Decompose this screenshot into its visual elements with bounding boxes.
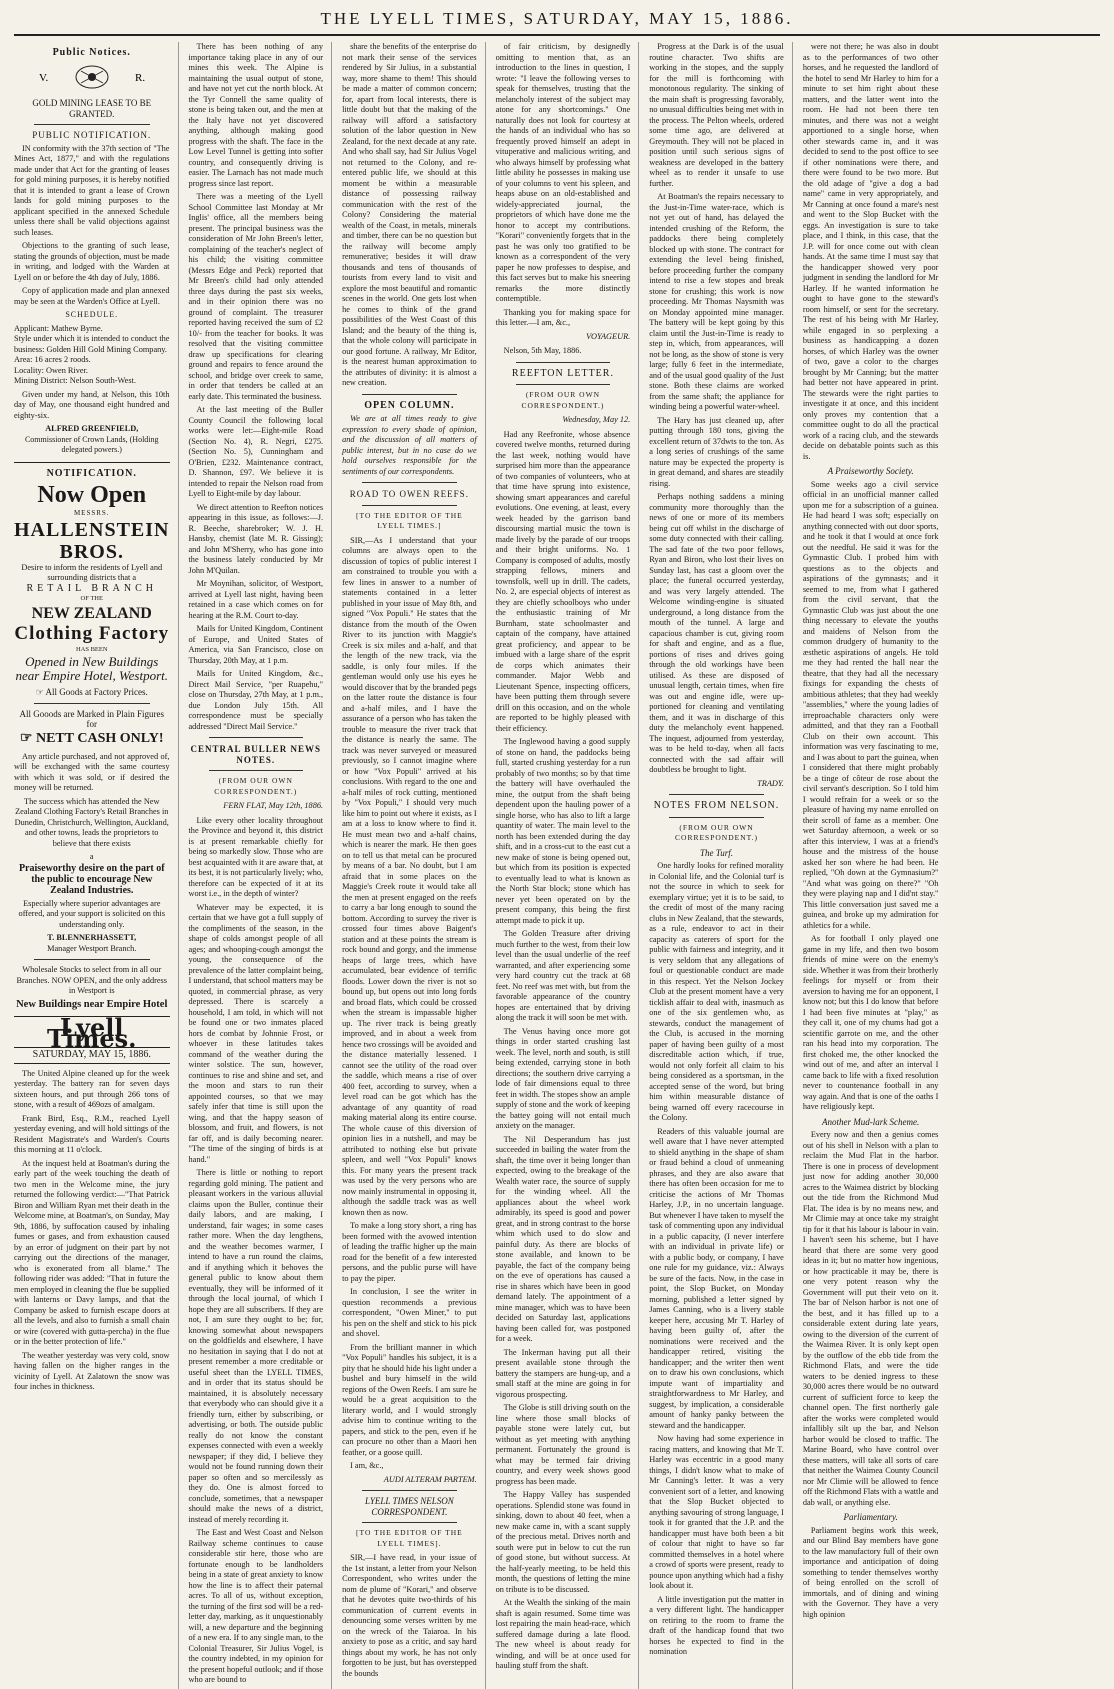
manager-name: T. BLENNERHASSETT, [47, 933, 137, 942]
paragraph: As for football I only played one game in my life, and then two bosom friends of mine were on the enemy's side. Whether it was from their brotherly feelings for myself or from their aversion to having me for an opponent, I know not; but this I do know that before I had been five minutes at "play," as they call it, one of my chums had got a scientific garrote on me, and the other ran his head into my corporation. The first choked me, the other knocked the wind out of me, and after an interval I came back to life with a fixed resolution never to countenance football in any way again. And that is one of the oaths I have religiously kept. [802, 934, 939, 1111]
paragraph: To make a long story short, a ring has been formed with the avowed intention of leading the traffic higher up the main road for the benefit of a few interested persons, and the public purse will have to pay the piper. [342, 1221, 477, 1283]
paragraph: Frank Bird, Esq., R.M., reached Lyell yesterday evening, and will hold sittings of the Resident Magistrate's and Warden's Courts this morning at 11 o'clock. [14, 1113, 170, 1154]
paragraph: SIR,—As I understand that your columns are always open to the discussion of topics of public interest I am constrained to trouble you with a few lines in answer to a number of statements contained in a letter published in your issue of May 8th, and signed "Vox Populi." He states that the distance from the mouth of the Owen River to its junction with Maggie's Creek is six miles and a-half, and that the length of the new track, via the saddle, is only four miles. If the gentleman would only use his eyes he would discover that by the branded pegs on the latter route the distance is four and a-half miles, and I have the assurance of a person who has taken the trouble to measure the river track that the distance is nearly the same. The track was never surveyed or measured previously, so I cannot imagine where or how "Vox Populi" arrived at his conclusions. With regard to the one and a-half miles of rock cutting, mentioned by "Vox Populi," I should very much like him to point out where it exists, as I am at a loss to know where to find it. He must mean two and a-half chains, which is nearer the mark. He then goes on to tell us that metal can be procured by means of a bar. No doubt, but I am afraid that in some places on the Maggie's Creek route it would take all the men at present engaged on the reefs to carry a bar long enough to sound the bottom. According to survey the river is crossed four times above Baigent's station and at these points the stream is rock bound and gorgy, and the immense heaps of large trees, which have accumulated, bear evidence of terrific floods. Lower down the river is not so bound up, but opens out into long fords and broad flats, which could be crossed when the stream is impassable higher up. The river track is being greatly improved, and in about a week from hence two crossings will be avoided and the distance materially lessened. I cannot see the utility of the road over the saddle, which means a rise of over 400 feet, according to survey, when a level road can be got which has the advantage of any quantity of road making material along its entire course. The whole cause of this diversion of opinion lies in a nutshell, and may be attributed to nothing else but private spleen, and well "Vox Populi" knows this. For many years the present track was used by the very persons who are now mainly instrumental in opposing it, although the saddle track was as well known then as now. [342, 535, 477, 1217]
schedule [14, 324, 170, 387]
paragraph: Every now and then a genius comes out of his shell in Nelson with a plan to reclaim the Mud Flat in the harbor. There is one in process of development just now for adding another 30,000 acres to the Waimea district by blocking out the tide from the Richmond Mud Flat. The idea is by no means new, and Mr Climie may at once take my straight tip for it that his labour is labour in vain. I haven't seen his scheme, but I have heard that there are some very good ideas in it; but no matter how ingenious, or how practicable it may be, there is one very potent reason why the Government will put their veto on it. The bar of Nelson harbor is not one of the best, and it has filled up to a considerable extent during late years, owing to the diversion of the current of the Waimea River. It is only kept open by the outflow of the ebb tide from the Richmond Flats, and were the tide waters to be denied ingress to these 30,000 acres there would be no outward current of sufficient force to keep the channel open. The first northerly gale after the works were completed would infallibly silt up the bar, and Nelson harbor would be closed to traffic. The Marine Board, who have control over these matters, will take all sorts of care that neither the Waimea County Council nor Mr Climie will be allowed to fence off the Richmond Flats with a wattle and dab wall, or anything else. [802, 1130, 939, 1507]
correspondent-note: (FROM OUR OWN CORRESPONDENT.) [521, 390, 605, 410]
dateline: FERN FLAT, May 12th, 1886. [223, 801, 324, 810]
paragraph: Given under my hand, at Nelson, this 10th day of May, one thousand eight hundred and eighty-six. [14, 389, 170, 420]
section-subheading: A Praiseworthy Society. [827, 466, 914, 476]
divider [34, 124, 150, 125]
manager-title: Manager Westport Branch. [47, 943, 137, 953]
divider [516, 384, 611, 385]
gold-lease-heading: GOLD MINING LEASE TO BE GRANTED. [32, 98, 152, 119]
letter-signature: TRADY. [757, 778, 784, 788]
open-column-heading: OPEN COLUMN. [364, 399, 455, 411]
paragraph: The Golden Treasure after driving much further to the west, from their low level than the usual underlie of the reef warranted, and after experiencing some very hard country cut the track at 68 feet. No reef was met with, but from the favorable appearance of the country hopes are entertained that by driving along the track it will soon be met with. [495, 929, 631, 1022]
royal-arms-emblem [14, 63, 170, 95]
nelson-correspondent-heading: LYELL TIMES NELSON CORRESPONDENT. [365, 1496, 454, 1517]
factory-prices-line [14, 687, 170, 698]
paragraph: SIR,—I have read, in your issue of the 1st instant, a letter from your Nelson Correspondent, who writes under the nom de plume of "Korari," and observe that he devotes quite two-thirds of his communication of current events in denouncing some verses written by me on the wreck of the Taiaroa. In his anxiety to pose as a critic, and say hard things about my work, he has not only forgotten to be just, but has overstepped the bounds [342, 1553, 477, 1678]
pointing-hand-icon: ☞ [35, 687, 46, 697]
schedule-line: Locality: Owen River. [14, 365, 88, 375]
paragraph: Readers of this valuable journal are well aware that I have never attempted to shield anything in the shape of sham or fraud behind a cloud of unmeaning phrases, and they are also aware that there has often been occasion for me to criticise the actions of Mr Thomas Harley, J.P., in no uncertain language. But whenever I have taken to myself the task of commenting upon any individual in a public capacity, (I never interfere with an individual in private life) or with a public body, or company, I have one rule for my guidance, viz.: Always be sure of the facts. Now, in the case in point, the Slop Bucket, on Monday morning, published a letter signed by James Canning, who is a livery stable keeper here, accusing Mr T. Harley of having been guilty of, after the nominations were received and the handicapper retired, visiting the handicapper; and the writer then went on to draw his own conclusions, which impute want of impartiality and straightforwardness to Mr Harley, and suggest, by implication, a considerable amount of hanky panky between the steward and the handicapper. [649, 1126, 784, 1430]
paragraph: Mails for United Kingdom, &c., Direct Mail Service, "per Ruapehu," close on Thursday, 27th May, at 1 p.m., due London July 15th. All correspondence must be specially addressed "Direct Mail Service." [188, 669, 324, 731]
paper-date: SATURDAY, MAY 15, 1886. [14, 1047, 170, 1064]
paragraph: From the brilliant manner in which "Vox Populi" handles his subject, it is a pity that he should hide his light under a bushel and bury himself in the wild regions of the Owen Reefs. I am sure he would be a great acquisition to the literary world, and I would strongly advise him to continue writing to the papers, and stick to the pen, even if he can procure no other than a Maori hen feather, or a goose quill. [342, 1342, 477, 1457]
divider [669, 794, 764, 795]
retail-branch-label: RETAIL BRANCH [26, 582, 158, 594]
schedule-heading: SCHEDULE. [65, 310, 119, 319]
clothing-factory-label: Clothing Factory [14, 622, 170, 644]
paragraph: The success which has attended the New Zealand Clothing Factory's Retail Branches in Dunedin, Christchurch, Wellington, Auckland, and other towns, leads the proprietors to believe that there exists [14, 796, 169, 848]
paragraph: Mr Moynihan, solicitor, of Westport, arrived at Lyell last night, having been retained in a case which comes on for hearing at the R.M. Court to-day. [188, 579, 324, 620]
signature-title: Commissioner of Crown Lands, (Holding delegated powers.) [24, 434, 159, 454]
section-subheading: Another Mud-lark Scheme. [822, 1116, 920, 1127]
paragraph: share the benefits of the enterprise do not mark their sense of the services rendered by Sir Julius, in a substantial way, more shame to them! This should be made a matter of common concern; for, apart from local interests, there is little doubt but that the making of the railway will afford a satisfactory solution of the labor question in New Zealand, for the next decade at any rate. And who shall say, had Sir Julius Vogel not returned to the Colony, and re-entered public life, we should at this moment be within a measurable distance of possessing railway communication with the rest of the Colony? Considering the material wealth of the Coast, in metals, minerals and timber, there can be no question but the railway will become amply remunerative; besides it will draw thousands and tens of thousands of tourists from every land to visit and explore the most beautiful and romantic scenes in the world. One gets lost when he comes to think of the grand possibilities of the West Coast of this Island; and the beauty of the thing is, that the whole colony will participate in our good fortune. A railway, Mr Editor, is the nearest human approximation to the attributes of divinity: it is almost a new creation. [342, 42, 477, 387]
paragraph: At the Wealth the sinking of the main shaft is again resumed. Some time was lost repairing the main head-race, which suffered damage during a late flood. The new wheel is about ready for winding, and will be at once used for hauling stuff from the shaft. [495, 1598, 631, 1670]
divider [362, 482, 457, 483]
paragraph: Nelson, 5th May, 1886. [503, 346, 582, 355]
of-the-label: OF THE [80, 595, 103, 602]
paragraph: were not there; he was also in doubt as to the performances of two other horses, and he requested the landlord of the hotel to send Mr Harley to him for a minute to set him right about these matters, and the latter went into the room. He had not been there ten minutes, and there was not a weight apportioned to a single horse, when other stewards came in, and it was decided to send to the post office to see if other nominations were there, and there were found to be two more. But the old adage of "give a dog a bad name" came in very appropriately, and Mr Canning at once found a mare's nest and went to the Slop Bucket with the eggs. An investigation is sure to take place, and I think, in this case, that the J.P. will for once come out with clean hands. At the same time I must say that the handicapper showed very poor judgment in sending the landlord for Mr Harley. If he wanted information he ought to have gone to the steward's room himself, or sent for the secretary. The rest of his being with Mr Harley, while engaged in so perplexing a business as handicapping a dozen horses, of which Harley was the owner of two, gave a color to the charges brought by Mr Canning; but the matter had better not have appeared in print. The stewards were the right parties to investigate it at once, and this incident only proves my contention that a committee ought to do all the practical work of a racing club, and the stewards decide on debatable points such as this is. [802, 42, 939, 461]
paragraph: Wholesale Stocks to select from in all our Branches. NOW OPEN, and the only address in Westport is [16, 965, 168, 995]
public-notices-heading: Public Notices. [52, 47, 131, 58]
hallenstein-name: HALLENSTEIN BROS. [14, 518, 170, 563]
paragraph: Mails for United Kingdom, Continent of Europe, and United States of America, via San Francisco, close on Thursday, 20th May, at 1 p.m. [188, 624, 324, 665]
paragraph: The Inglewood having a good supply of stone on hand, the paddocks being full, started crushing yesterday for a run probably of two months; so by that time the battery will have overhauled the mine, the output from the shaft being dependent upon the hauling power of a single horse, who has also to lift a large quantity of water. The main level to the north has been extended during the day shift, and in a cross-cut to the east cut a new make of stone is being opened out, but which from its position is expected to eventually lead to what is known as the North Star block; stone which has never yet been operated on by the present company, this being the first attempt made to pick it up. [495, 737, 631, 925]
column-1 [14, 42, 179, 1689]
public-notification-heading: PUBLIC NOTIFICATION. [32, 130, 152, 140]
praiseworthy-line: Praiseworthy desire on the part of the public to encourage New Zealand Industries. [18, 862, 165, 896]
advert-line: Desire to inform the residents of Lyell and surrounding districts that a [21, 562, 163, 582]
paragraph: Parliament begins work this week, and our Blind Bay members have gone to the law manufactory full of their own importance and anticipation of doing something to tender themselves worthy of being enrolled on the scroll of immortals, and of dining and wining with the Governor. They have a very high opinion [802, 1525, 939, 1619]
paragraph: The Nil Desperandum has just succeeded in bailing the water from the shaft, the time over it being longer than expected, owing to the breakage of the Wealth water race, the source of supply for the winding wheel. All the appliances about the wheel work admirably, its speed is good and power great, and in strong contrast to the horse whim which used to do slow and painful duty. As there are blocks of stone available, and known to be payable, the fact of the company being on the eve of operations has caused a rise in shares which have been in good demand lately. The appointment of a mine manager, which was to have been decided on Saturday last, applications having been called for, was postponed for a week. [495, 1134, 631, 1343]
correspondent-note: (FROM OUR OWN CORRESPONDENT.) [214, 776, 298, 796]
paragraph: Whatever may be expected, it is certain that we have got a full supply of the compliments of the season, in the shape of colds amongst people of all ages; and whooping-cough amongst the young, the consequence of the prevalence of the latter complaint being, I understand, that school matters may be quoted, in commercial phrase, as very depressed. There is scarcely a household, I am told, in which will not be found one or two inmates placed hors de combat by Johnnie Frost, or whoever in these latitudes takes command of the weather during the winter solstice. The sun, however, continues to rise and shine and set, and the moon and stars to run their appointed courses, so that we may safely infer that time is still upon the wing, and that the happy season of blossom, and fruit, and flowers, is not far off, and is daily becoming nearer. "The time of the singing of birds is at hand." [188, 902, 324, 1164]
column-2 [189, 42, 333, 1689]
section-subheading: The Turf. [700, 847, 734, 858]
editor-note: [TO THE EDITOR OF THE LYELL TIMES.] [356, 510, 463, 530]
messrs-label: MESSRS. [73, 509, 110, 517]
has-been-label: HAS BEEN [75, 645, 108, 653]
paragraph: There is little or nothing to report regarding gold mining. The patient and pleasant workers in the various alluvial claims upon the Buller, continue their daily labors, and are making, I understand, fair wages; in some cases rather more. When the day lengthens, and the weather becomes warmer, I intend to have a run round the claims, and if anything which it behoves the general public to know about them eventually, they will be informed of it through the local journal, of which I hope they are all subscribers. If they are not, I am sure they ought to be; for, knowing somewhat about newspapers on the goldfields and elsewhere, I have no hesitation in saying that I do not at present remember a more creditable or useful sheet than the LYELL TIMES, and in order that its status should be maintained, it is absolutely necessary that everybody who can should give it a friendly turn, either by subscribing, or advertising, or both. The outside public really do not know the constant expenses connected with even a weekly newspaper; if they did, I believe they would not be found running down their paper so often and so mercilessly as they do. One is almost forced to conclude, sometimes, that a newspaper should make the news of a district, instead of merely recording it. [188, 1168, 324, 1524]
divider [34, 959, 150, 960]
paragraph: Objections to the granting of such lease, stating the grounds of objection, must be made in writing, and lodged with the Warden at Lyell on or before the 4th day of July, 1886. [14, 241, 170, 282]
paragraph: Thanking you for making space for this letter.—I am, &c., [495, 307, 631, 327]
paragraph: At the inquest held at Boatman's during the early part of the week touching the death of two men in the Welcome mine, the jury returned the following verdict:—"That Patrick Biron and William Ryan met their death in the Welcome mine, at Boatman's, on Sunday, May 9th, 1886, by suffocation caused by inhaling fumes or gases, and from exhaustion caused by an error of judgment on their part by not carrying out the directions of the manager, who is exonerated from all blame." The following rider was added: "That in future the men employed in cleaning the flue be supplied with lanterns or Davy lamps, and that the Company be asked to furnish escape doors at all the levels, and also to furnish a small chain or wire (covered with gutta-percha) in the flue or in the better protection of life." [14, 1158, 170, 1346]
paragraph: We direct attention to Reefton notices appearing in this issue, as follows:—J. R. Beeche, sharebroker; W. J. H. Hansby, chemist (late M. R. Gissing); and John M'Sherry, who has gone into the business lately conducted by Mr John M'Quilan. [188, 502, 324, 575]
paragraph: Progress at the Dark is of the usual routine character. Two shifts are working in the stopes, and the supply for the mill is forthcoming with monotonous regularity. The sinking of the main shaft is progressing favorably, no unusual difficulties being met with in the process. The Pelton wheels, ordered some time ago, are delivered at Greymouth. They will not be placed in position until such serious signs of weakness are developed in the battery wheel as to render it unsafe to use further. [649, 42, 784, 188]
paragraph: IN conformity with the 37th section of "The Mines Act, 1877," and with the regulations made under that Act for the granting of leases for gold mining purposes, it is hereby notified that it is intended to grant a lease of Crown lands for gold mining purposes to the applicant specified in the annexed Schedule unless there shall be valid objections against such leases. [14, 143, 170, 237]
correspondent-note: (FROM OUR OWN CORRESPONDENT.) [675, 822, 759, 842]
section-subheading: Parliamentary. [843, 1512, 898, 1522]
paragraph: A little investigation put the matter in a very different light. The handicapper on retiring to the room to frame the draft of the handicap found that two horses he expected to find in the nomination [649, 1594, 784, 1656]
paragraph: Now having had some experience in racing matters, and knowing that Mr T. Harley was eccentric in a good many things, I didn't know what to make of Mr Canning's letter. It was a very convenient sort of a letter, and knowing that the Slop Bucket objected to anything savouring of strong language, I took it for granted that the J.P. and the handicapper must have both been a bit of colour that night to have so far committed themselves in a hotel where a crowd of sports were present, ready to pounce upon anything which had a fishy look about it. [649, 1434, 784, 1590]
new-zealand-label: NEW ZEALAND [31, 604, 152, 622]
paragraph: The weather yesterday was very cold, snow having fallen on the higher ranges in the vicinity of Lyell. At Zalatown the snow was four inches in thickness. [14, 1350, 170, 1391]
divider [362, 1490, 457, 1491]
paragraph: The Hary has just cleaned up, after putting through 180 tons, giving the excellent return of 37dwts to the ton. As a long series of crushings of the same nature may be expected the property is in great demand, and shares are steadily rising. [649, 415, 784, 488]
paragraph: In conclusion, I see the writer in question recommends a previous correspondent, "Owen Miner," to put his pen on the shelf and stick to his pick and shovel. [342, 1287, 477, 1338]
divider [34, 703, 150, 704]
paragraph: Some weeks ago a civil service official in an unofficial manner called upon me for a subscription of a guinea. He had heard I was soft; especially on anything connected with out door sports, and he took it that I would at once fork out the needful. He said it was for the Gymnastic Club. I probed him with questions as to the objects and aspirations of the gymnasts; and it seemed to me, from what I gathered from the civil servant, that the Gymnastic Club was just about the one thing necessary to elevate the youths and maidens of Nelson from the common drudgery of humanity to the æsthetic aspirations of angels. He told me they had rented the hall near the theatre, that they had all the necessary fixings for expanding the chests of ambitious athletes; that they had weekly "assemblies," where the young ladies of irreproachable characters only were admitted, and that they ran a Football Club on their own account. This information was very fascinating to me, and I was about to part the guinea, when I considered that there might probably be a tinge of côteur de rose about the civil servant's description. So I told him I would refrain for a week or so the pleasure of having my name enrolled on their scroll of fame as a member. One wet Saturday afternoon, a week or so after this interview, I was at a friend's house and the mistress of the house asked her son where he had been. He replied, "Oh down at the Gymnasium?" "And what was going on there?" "Oh they were playing nap and I did'nt stay." This little conversation just saved me a guinea, and broke up my admiration for athletics for a while. [802, 479, 939, 930]
schedule-line: Applicant: Mathew Byrne. [14, 323, 103, 333]
paragraph: I am, &c., [350, 1461, 384, 1470]
svg-text:V.: V. [38, 71, 49, 84]
now-open-headline: Now Open [37, 482, 147, 508]
paper-nameplate: Lyell Times. [46, 1013, 137, 1053]
factory-prices-text: All Goods at Factory Prices. [45, 687, 148, 697]
paragraph: We are at all times ready to give expression to every shade of opinion, and the discussion of all matters of public interest, but in no case do we hold ourselves responsible for the sentiments of our correspondents. [342, 414, 477, 476]
paragraph: The Inkerman having put all their present available stone through the battery the stampers are hung-up, and a small staff at the mine are going in for vigorous prospecting. [495, 1347, 631, 1399]
schedule-line: Mining District: Nelson South-West. [14, 376, 136, 385]
paragraph: The East and West Coast and Nelson Railway scheme continues to cause considerable stir here, those who are fortunate enough to be landholders being in a state of great anxiety to know how the line is to affect their paternal acres. To all of us, without exception, the turning of the first sod will be a red-letter day, marking, as it unquestionably will, a new departure and the beginning of a new era. If to any single man, to the Colonial Treasurer, Sir Julius Vogel, is the country indebted, in my opinion for the present hopeful outlook; and if those who are bound to [188, 1528, 324, 1684]
paragraph: Had any Reefronite, whose absence covered twelve months, returned during the last week, nothing would have surprised him more than the appearance of two companies of volunteers, who at that time have sprung into existence, showing smart appearances and careful evolutions. One evening, at least, every week headed by the garrison band discoursing martial music the town is made lively by the parade of our troops and their bright uniforms. No. 1 Company is composed of adults, mostly strapping fellows, miners and townsfolk, well up in drill. The cadets, No. 2, are especial objects of interest as they are chiefly schoolboys who under the enthusiastic training of Mr Burnham, state schoolmaster and captain of the company, have attained great proficiency, and appear to be imbued with a large share of the esprit de corps which animates their commander. Major Webb and Lieutenant Spence, inspecting officers, have been putting them through severe drill on this occasion, and on the whole are reported to be highly pleased with their efficiency. [495, 429, 631, 733]
editor-note: [TO THE EDITOR OF THE LYELL TIMES]. [356, 1528, 463, 1548]
letter-signature: VOYAGEUR. [586, 331, 631, 341]
letter-signature: AUDI ALTERAM PARTEM. [383, 1474, 477, 1484]
paragraph: Perhaps nothing saddens a mining community more thoroughly than the news of one or more of its members being cut off whilst in the discharge of some duty connected with their calling. The sad fate of the two poor fellows, Ryan and Biron, who lost their lives on Sunday last, has cast a gloom over the place; the funeral occurred yesterday, and was very largely attended. The Welcome winding-engine is situated underground, a long distance from the mouth of the tunnel. A large and capacious chamber is cut, giving room for shaft and engine, and as a flue, portions of rises and drives going through the old workings have been utilised. As these are disposed of unusual length, certain times, when fire was out and engine idle, were up-portioned for cleaning and ventilating them, and it was in discharge of this duty the melancholy event happened. The inquest, adjourned from yesterday, was to be held to-day, when all facts connected with the sad affair will doubtless be brought to light. [649, 492, 784, 774]
notes-nelson-heading: NOTES FROM NELSON. [653, 800, 780, 811]
divider [362, 1522, 457, 1523]
schedule-line: Area: 16 acres 2 roods. [14, 355, 91, 364]
divider [362, 394, 457, 395]
paragraph: The Globe is still driving south on the line where those small blocks of payable stone were lately cut, but without as yet meeting with anything permanent. Fortunately the ground is what may be termed fair driving country, and every week shows good progress has been made. [495, 1403, 631, 1486]
paragraph: There has been nothing of any importance taking place in any of our mines this week. The Alpine is maintaining the usual output of stone, and have not yet cut the north block. At the Tyr Connell the same quality of stone is being taken out, and the men at the Italy have not yet discovered anything, although making good progress with the shaft. The face in the Low Level Tunnel is getting into softer country, and consequently driving is easier. The Larnach has not made much progress since last report. [188, 42, 324, 188]
nett-cash-line [14, 730, 170, 748]
columns [14, 42, 1100, 1684]
masthead: THE LYELL TIMES, SATURDAY, MAY 15, 1886. [14, 8, 1100, 36]
divider [209, 737, 304, 738]
column-6 [803, 42, 947, 1689]
paragraph: of fair criticism, by designedly omitting to mention that, as an introduction to the lines in question, I wrote: "I leave the following verses to speak for themselves, trusting that the melancholy interest of the subject may atone for any shortcomings." One naturally does not look for courtesy at the hands of an individual who has so frequently proved himself an adept in vituperative and malicious writing, and who always himself by professing what little ability he possesses in making use of your columns to vent his spleen, and heaps abuse on an old-established and widely-appreciated journal, the proprietors of which have done me the honor to accept my contributions. "Korari" conveniently forgets that in the past he was only too gratified to be known as a correspondent of the very paper he now professes to despise, and this fact serves but to make his sneering remarks the more distinctly contemptible. [495, 42, 631, 303]
paragraph: Like every other locality throughout the Province and beyond it, this district is at present remarkable chiefly for being so markedly slow. Those who are best acquainted with it are aware that, at its best, it is not particularly lively; who, therefore can be expected of it at its worst i.e., in the depth of winter? [188, 815, 324, 898]
dateline: Wednesday, May 12. [562, 415, 631, 424]
paragraph: At Boatman's the repairs necessary to the Just-in-Time water-race, which is not yet out of hand, has delayed the intended crushing of the Reform, the paddocks there being completely blocked up with stone. The contract for extending the level being finished, before proceeding further the company intend to rise a few stopes and break stone for crushing; this work is now proceeding. Mr Thomas Naysmith was on Monday appointed mine manager. The battery will be kept going by this claim until the Just-in-Time is ready to step in, which, from appearances, will not be long, as the show of stone is very large; fully 6 feet in the intermediate, and of the usual good quality of the Just stone. Both these claims are worked from the same shaft; the appliance for winding being a powerful water-wheel. [649, 192, 784, 411]
reefton-letter-heading: REEFTON LETTER. [511, 367, 614, 379]
column-5 [649, 42, 793, 1689]
opened-line: Opened in New Buildings near Empire Hotel, Westport. [15, 654, 168, 683]
plain-figures-line: All Gooods are Marked in Plain Figures for [19, 708, 164, 729]
paragraph: There was a meeting of the Lyell School Committee last Monday at Mr Inglis' office, all the members being present. The principal business was the consideration of Mr John Breen's letter, complaining of the teacher's neglect of his child; the visiting committee (Messrs Edge and Peck) reported that Mr Breen's child had only attended three days during the past six weeks, and in their opinion there was no ground of complaint. The treasurer reported having received the sum of £2 10/- from the teacher for books. It was resolved that the visiting committee draw up specifications for clearing ground and repairs to fence around the school, and bridge over creek to same, in order that tenders be called at an early date. This terminated the business. [188, 192, 324, 401]
paragraph: The Venus having once more got things in order started crushing last week. The level, north and south, is still being extended, carrying stone in both directions; the southern drive carrying a lode of fair dimensions equal to three feet in width. The stopes show an ample supply of stone and the work of keeping the battey going will not entail much anxiety on the manager. [495, 1026, 631, 1130]
divider [209, 770, 304, 771]
notification-heading: NOTIFICATION. [46, 467, 137, 479]
paragraph: Any article purchased, and not approved of, will be exchanged with the same courtesy with which it was sold, or if desired the money will be returned. [14, 751, 170, 792]
divider [516, 362, 611, 363]
paragraph: The United Alpine cleaned up for the week yesterday. The battery ran for seven days sixteen hours, and put through 266 tons of stone, with a result of 469ozs of amalgam. [14, 1068, 170, 1109]
central-buller-heading: CENTRAL BULLER NEWS NOTES. [190, 744, 322, 765]
nett-cash-text: NETT CASH ONLY! [35, 730, 164, 746]
schedule-line: Style under which it is intended to conduct the business: Golden Hill Gold Mining Company. [14, 334, 170, 354]
column-4 [496, 42, 640, 1689]
divider [14, 462, 170, 463]
royal-arms-icon [17, 63, 167, 91]
paragraph: Especially where superior advantages are offered, and your support is solicited on this understanding only. [18, 898, 165, 929]
new-buildings-line: New Buildings near Empire Hotel [16, 998, 168, 1010]
paragraph: Copy of application made and plan annexed may be seen at the Warden's Office at Lyell. [14, 286, 170, 306]
paragraph: The Happy Valley has suspended operations. Splendid stone was found in sinking, down to about 40 feet, when a new make came in, with a scant supply of the precious metal. Drives north and south were put in below to cut the run of good stone, but without success. At the half-yearly meeting, to be held this month, the questions of letting the mine on tribute is to be discussed. [495, 1490, 631, 1594]
pointing-hand-icon: ☞ [19, 730, 36, 746]
divider [362, 505, 457, 506]
a-label: a [89, 852, 94, 861]
signature-name: ALFRED GREENFIELD, [45, 424, 139, 433]
road-owen-heading: ROAD TO OWEN REEFS. [349, 489, 469, 499]
svg-text:R.: R. [134, 71, 145, 84]
paragraph: At the last meeting of the Buller County Council the following local works were let:—Eight-mile Road (Section No. 4), R. Negri, £275. (Section No. 5), Cunningham and O'Brien, £232. Maintenance contract, D. Shannon, £97. We believe it is intended to repair the Nelson road from Lyell to Eight-mile by day labour. [188, 405, 324, 498]
column-3 [342, 42, 486, 1689]
paragraph: One hardly looks for refined morality in Colonial life, and the Colonial turf is not the source in which to seek for exemplary virtue; yet it is to be said, to the credit of most of the many racing clubs in New Zealand, that the stewards, as a rule, endeavor to act in their capacity as caterers of sport for the public with fairness and integrity, and it is very seldom that any allegations of foul or questionable conduct are made in this respect. Yet the Nelson Jockey Club at the present moment have a very ticklish affair to deal with, inasmuch as one of the six gentlemen who, as stewards, conduct the management of the Club, is accused in the morning paper of having been guilty of a most discreditable action which, if true, would not only forfeit all claim to his being considered as a sportsman, in the accepted sense of the word, but bring him within measurable distance of being warned off every racecourse in the Colony. [649, 861, 784, 1122]
divider [669, 817, 764, 818]
